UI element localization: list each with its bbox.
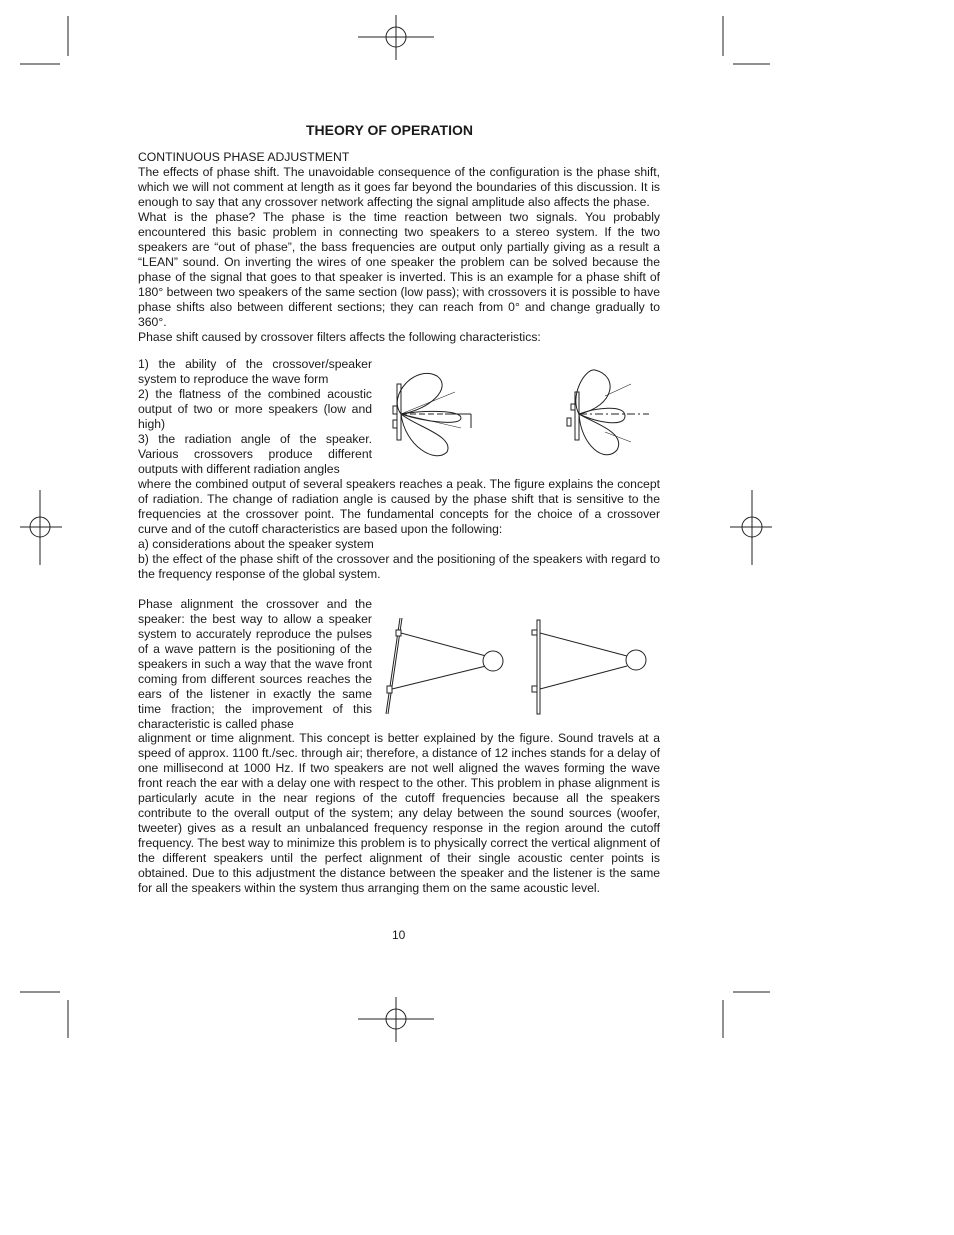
radiation-lobes-tilted (393, 373, 471, 455)
list-item-waveform: 1) the ability of the crossover/speaker system to reproduce the wave form (138, 357, 372, 386)
registration-mark-top (358, 15, 434, 60)
radiation-lobes-aligned (567, 370, 649, 455)
radiation-pattern-figure (385, 366, 655, 466)
radiation-block (138, 477, 660, 582)
registration-mark-bottom (358, 997, 434, 1042)
registration-mark-left (20, 490, 62, 565)
paragraph-what-is-phase: What is the phase? The phase is the time reaction between two signals. You probably encountered this basic problem in connecting two speakers to a stereo system. If the two speakers are “out of phase”, the bass frequencies are output only partially giving as a result a “LEAN” sound. On inverting the wires of one speaker the problem can be solved because the phase of the signal that goes to that speaker is inverted. This is an example for a phase shift of 180° between two speakers of the same section (low pass); with crossovers it is possible to have phase shifts also between different sections; they can reach from 0° and change gradually to 360°. (138, 210, 660, 329)
paragraph-phase-alignment: Phase alignment the crossover and the speaker: the best way to allow a speaker system to accurately reproduce the pulses of a wave pattern is the positioning of the speakers in such a way that the wave front coming from different sources reaches the ears of the listener in exactly the same time fraction; the improvement of this characteristic is called phase (138, 597, 372, 731)
paragraph-phase-shift: The effects of phase shift. The unavoidable consequence of the configuration is the phase shift, which we will not comment at length as it goes far beyond the boundaries of this discussion. It is enough to say that any crossover network affecting the signal amplitude also affects the phase. (138, 165, 660, 209)
list-item-crossover-effect: b) the effect of the phase shift of the crossover and the positioning of the speakers with regard to the frequency response of the global system. (138, 552, 660, 581)
section-heading: CONTINUOUS PHASE ADJUSTMENT (138, 150, 350, 164)
intro-block (138, 150, 660, 345)
time-alignment-block (138, 731, 660, 896)
paragraph-time-alignment: alignment or time alignment. This concept is better explained by the figure. Sound travels at a speed of approx. 1100 ft./sec. through air; therefore, a distance of 12 inches stands for a delay of one millisecond at 1000 Hz. If two speakers are not well aligned the waves forming the wave front reach the ear with a delay one with respect to the other. This problem in phase alignment is particularly acute in the near regions of the cutoff frequencies because all the speakers contribute to the overall output of the system; any delay between the sound sources (woofer, tweeter) gives as a result an unbalanced frequency response in the region around the cutoff frequency. The best way to minimize this problem is to physically correct the vertical alignment of the different speakers until the perfect alignment of their single acoustic center points is obtained. Due to this adjustment the distance between the speaker and the listener is the same for all the speakers within the system thus arranging them on the same acoustic level. (138, 731, 660, 895)
list-item-speaker-system: a) considerations about the speaker system (138, 537, 374, 551)
time-alignment-figure (382, 616, 652, 716)
characteristics-list (138, 357, 372, 477)
aligned-speakers-diagram (532, 620, 646, 714)
misaligned-speakers-diagram (386, 618, 503, 714)
paragraph-characteristics-intro: Phase shift caused by crossover filters affects the following characteristics: (138, 330, 541, 344)
page-number: 10 (392, 928, 406, 942)
list-item-radiation: 3) the radiation angle of the speaker. Various crossovers produce different outputs with different radiation angles (138, 432, 372, 476)
paragraph-radiation-concept: where the combined output of several speakers reaches a peak. The figure explains the concept of radiation. The change of radiation angle is caused by the phase shift that is sensitive to the frequencies at the crossover point. The fundamental concepts for the choice of a crossover curve and of the cutoff characteristics are based upon the following: (138, 477, 660, 536)
list-item-flatness: 2) the flatness of the combined acoustic output of two or more speakers (low and high) (138, 387, 372, 431)
phase-alignment-intro (138, 597, 372, 732)
registration-mark-right (730, 490, 772, 565)
page-title: THEORY OF OPERATION (306, 122, 473, 138)
